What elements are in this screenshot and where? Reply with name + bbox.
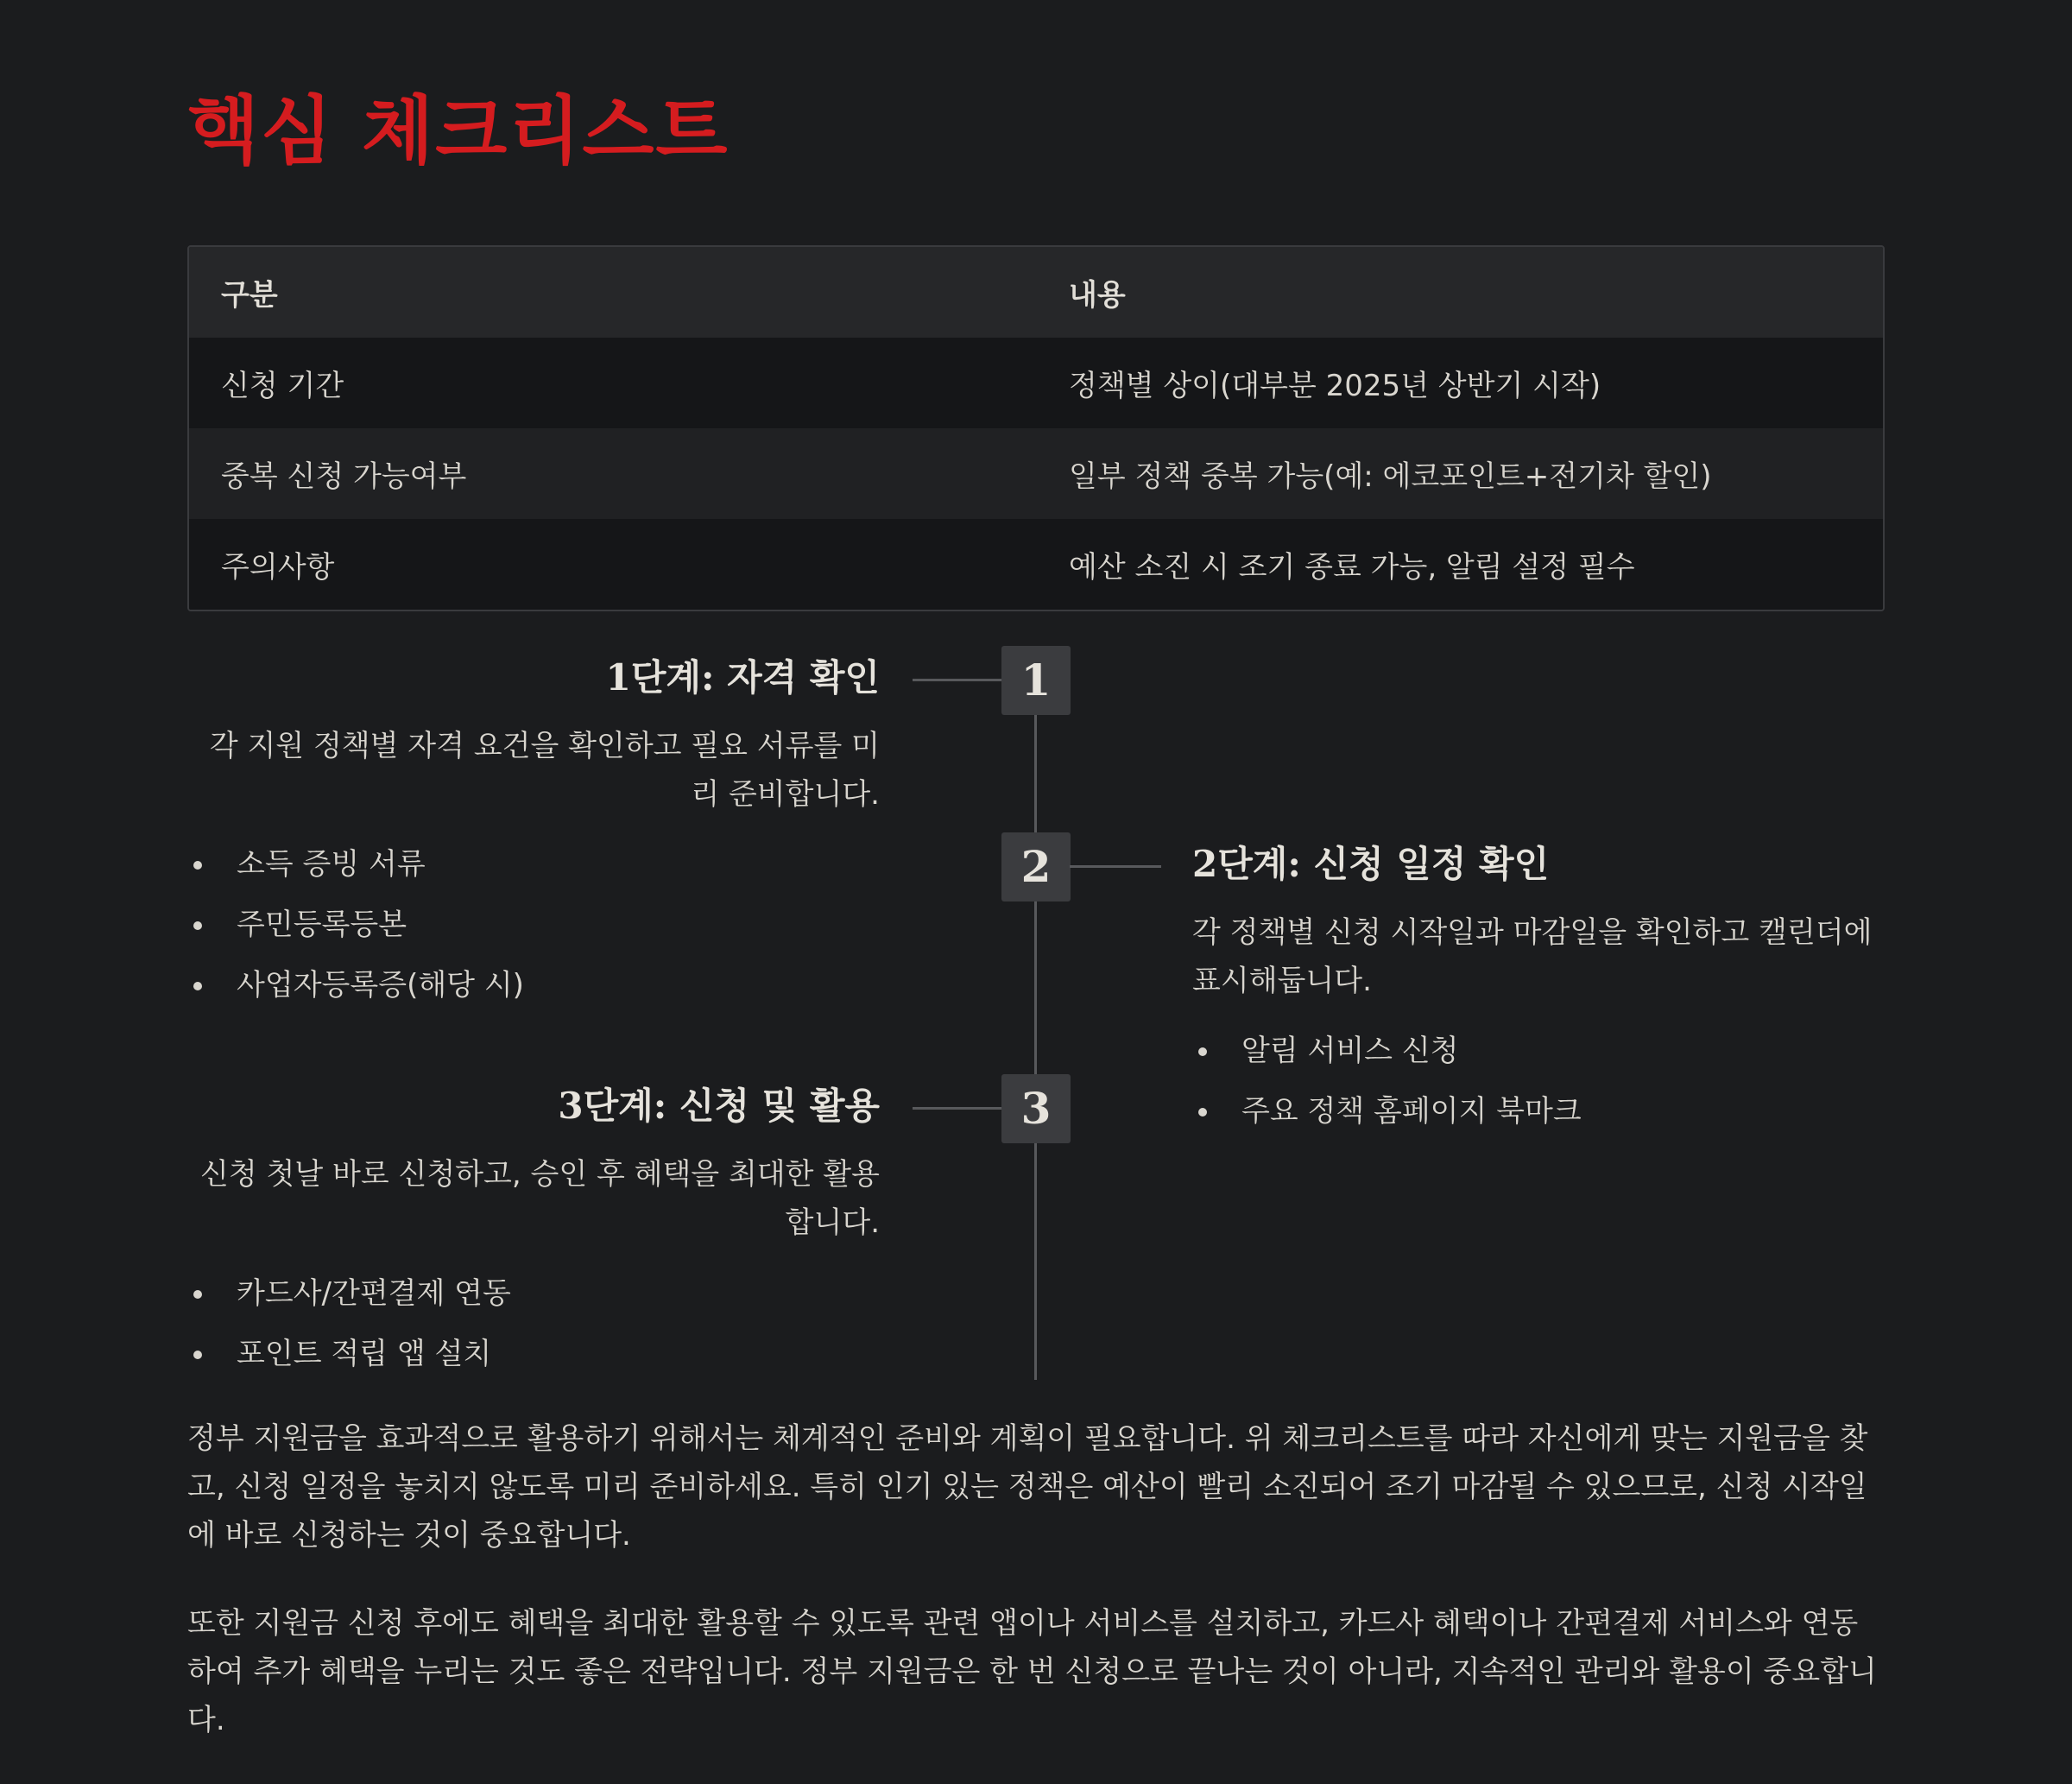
step-1-number-badge: 1 (1001, 646, 1071, 715)
table-header-content: 내용 (1037, 247, 1883, 338)
summary-paragraph-1: 정부 지원금을 효과적으로 활용하기 위해서는 체계적인 준비와 계획이 필요합니다. 위 체크리스트를 따라 자신에게 맞는 지원금을 찾고, 신청 일정을 놓치지 않도록 미리 준비하세요. 특히 인기 있는 정책은 예산이 빨리 소진되어 조기 마감될 수 있으므로, 신청 시작일에 바로 신청하는 것이 중요합니다. (187, 1421, 1868, 1553)
list-item: 소득 증빙 서류 (187, 834, 524, 895)
table-cell-content: 예산 소진 시 조기 종료 가능, 알림 설정 필수 (1037, 519, 1883, 610)
table-header-category: 구분 (189, 247, 1037, 338)
step-3-number-badge: 3 (1001, 1074, 1071, 1143)
step-2-list (1192, 1021, 1582, 1142)
table-cell-content: 정책별 상이(대부분 2025년 상반기 시작) (1037, 338, 1883, 428)
table-row (189, 519, 1883, 610)
summary-paragraph-2: 또한 지원금 신청 후에도 혜택을 최대한 활용할 수 있도록 관련 앱이나 서비스를 설치하고, 카드사 혜택이나 간편결제 서비스와 연동하여 추가 혜택을 누리는 것도 좋은 전략입니다. 정부 지원금은 한 번 신청으로 끝나는 것이 아니라, 지속적인 관리와 활용이 중요합니다. (187, 1606, 1877, 1737)
table-cell-content: 일부 정책 중복 가능(예: 에코포인트+전기차 할인) (1037, 428, 1883, 519)
step-3-title: 3단계: 신청 및 활용 (558, 1085, 880, 1127)
table-cell-category: 주의사항 (189, 519, 1037, 610)
step-1-description: 각 지원 정책별 자격 요건을 확인하고 필요 서류를 미리 준비합니다. (209, 729, 880, 812)
page-title: 핵심 체크리스트 (187, 88, 730, 174)
step-2-title: 2단계: 신청 일정 확인 (1192, 843, 1550, 885)
step-2-number-badge: 2 (1001, 832, 1071, 901)
table-cell-category: 중복 신청 가능여부 (189, 428, 1037, 519)
list-item: 포인트 적립 앱 설치 (187, 1324, 511, 1384)
step-2-description: 각 정책별 신청 시작일과 마감일을 확인하고 캘린더에 표시해둡니다. (1192, 915, 1873, 998)
list-item: 카드사/간편결제 연동 (187, 1263, 511, 1324)
step-1-connector (913, 679, 1002, 681)
list-item: 주민등록등본 (187, 895, 524, 955)
list-item: 사업자등록증(해당 시) (187, 955, 524, 1015)
step-1-title: 1단계: 자격 확인 (605, 656, 880, 699)
table-row (189, 338, 1883, 428)
step-2-connector (1070, 865, 1161, 868)
table-row (189, 428, 1883, 519)
step-1-list (187, 834, 524, 1015)
timeline-line (1034, 648, 1037, 1380)
checklist-table (187, 245, 1885, 611)
list-item: 알림 서비스 신청 (1192, 1021, 1582, 1081)
step-3-list (187, 1263, 511, 1384)
table-cell-category: 신청 기간 (189, 338, 1037, 428)
step-3-connector (913, 1107, 1002, 1110)
list-item: 주요 정책 홈페이지 북마크 (1192, 1081, 1582, 1142)
table-header-row (189, 247, 1883, 338)
step-3-description: 신청 첫날 바로 신청하고, 승인 후 혜택을 최대한 활용합니다. (200, 1157, 880, 1240)
